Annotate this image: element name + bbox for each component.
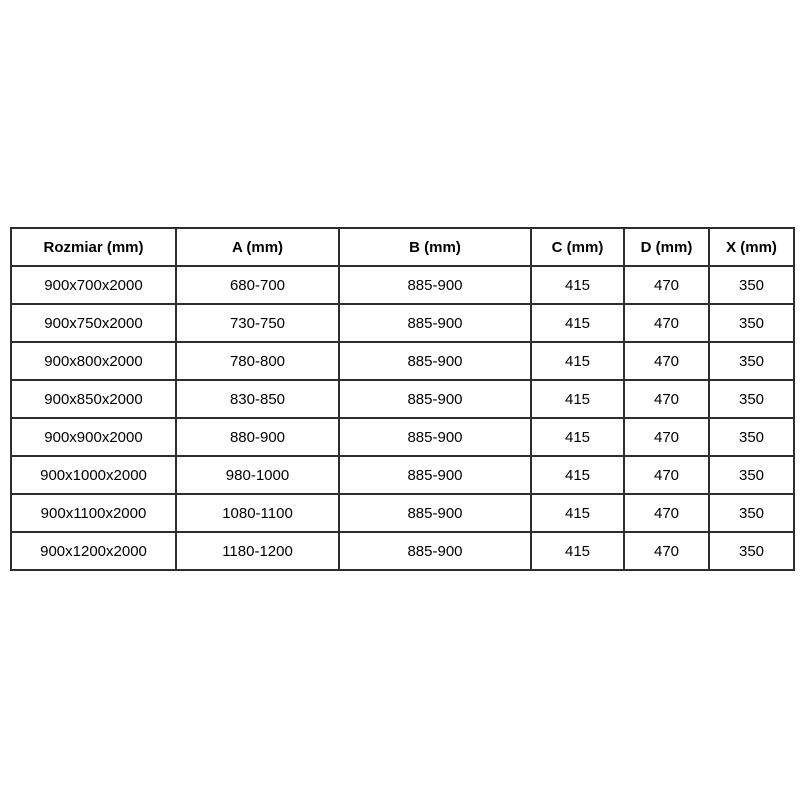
table-cell: 885-900: [339, 342, 531, 380]
table-cell: 470: [624, 456, 709, 494]
table-cell: 900x850x2000: [11, 380, 176, 418]
table-row: [11, 456, 794, 494]
table-cell: 415: [531, 342, 624, 380]
table-cell: 900x1000x2000: [11, 456, 176, 494]
table-cell: 415: [531, 304, 624, 342]
size-spec-table: [10, 227, 795, 571]
table-cell: 470: [624, 532, 709, 570]
table-cell: 730-750: [176, 304, 339, 342]
table-row: [11, 380, 794, 418]
table-row: [11, 266, 794, 304]
table-cell: 350: [709, 456, 794, 494]
table-cell: 350: [709, 380, 794, 418]
column-header: C (mm): [531, 228, 624, 266]
table-cell: 415: [531, 494, 624, 532]
table-cell: 830-850: [176, 380, 339, 418]
table-cell: 1180-1200: [176, 532, 339, 570]
table-cell: 415: [531, 418, 624, 456]
table-cell: 885-900: [339, 456, 531, 494]
column-header: A (mm): [176, 228, 339, 266]
table-cell: 900x700x2000: [11, 266, 176, 304]
table-cell: 415: [531, 532, 624, 570]
table-cell: 900x900x2000: [11, 418, 176, 456]
table-cell: 885-900: [339, 494, 531, 532]
table-cell: 885-900: [339, 266, 531, 304]
column-header: D (mm): [624, 228, 709, 266]
table-row: [11, 494, 794, 532]
header-row: [11, 228, 794, 266]
table-cell: 980-1000: [176, 456, 339, 494]
table-cell: 470: [624, 304, 709, 342]
table-cell: 885-900: [339, 304, 531, 342]
column-header: X (mm): [709, 228, 794, 266]
table-cell: 885-900: [339, 532, 531, 570]
table-cell: 900x1100x2000: [11, 494, 176, 532]
table-row: [11, 532, 794, 570]
table-cell: 885-900: [339, 418, 531, 456]
table-cell: 415: [531, 380, 624, 418]
table-cell: 900x800x2000: [11, 342, 176, 380]
table-cell: 1080-1100: [176, 494, 339, 532]
table-cell: 780-800: [176, 342, 339, 380]
table-cell: 350: [709, 342, 794, 380]
table-cell: 885-900: [339, 380, 531, 418]
table-cell: 900x1200x2000: [11, 532, 176, 570]
table-cell: 880-900: [176, 418, 339, 456]
table-cell: 350: [709, 266, 794, 304]
table-cell: 900x750x2000: [11, 304, 176, 342]
column-header: B (mm): [339, 228, 531, 266]
table-cell: 680-700: [176, 266, 339, 304]
table-cell: 350: [709, 304, 794, 342]
table-row: [11, 342, 794, 380]
table-cell: 415: [531, 266, 624, 304]
table-cell: 470: [624, 266, 709, 304]
table-cell: 470: [624, 380, 709, 418]
table-cell: 350: [709, 532, 794, 570]
table-cell: 470: [624, 418, 709, 456]
table-cell: 470: [624, 342, 709, 380]
table-cell: 415: [531, 456, 624, 494]
table-row: [11, 418, 794, 456]
column-header: Rozmiar (mm): [11, 228, 176, 266]
table-row: [11, 304, 794, 342]
table-cell: 350: [709, 494, 794, 532]
table-cell: 350: [709, 418, 794, 456]
table-body: [11, 266, 794, 570]
table-cell: 470: [624, 494, 709, 532]
